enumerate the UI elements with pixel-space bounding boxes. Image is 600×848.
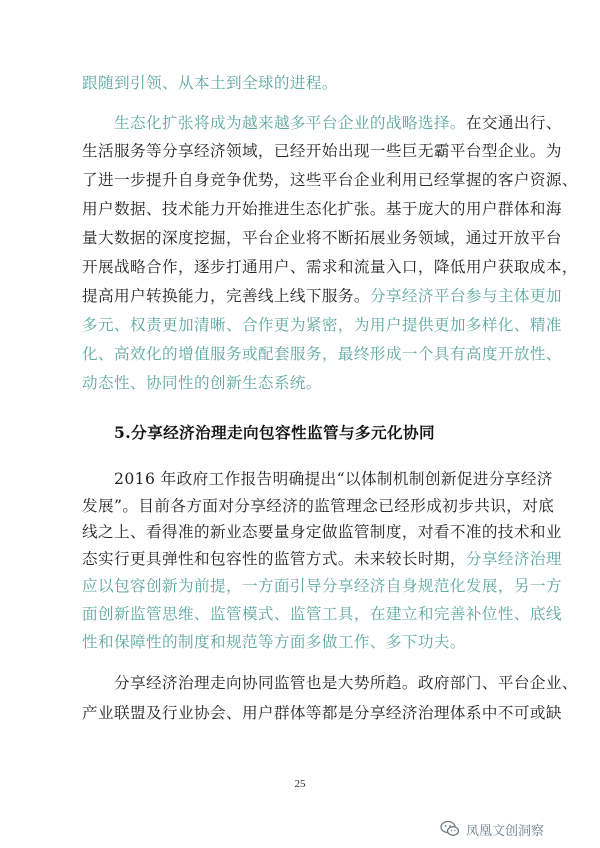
section-heading — [114, 423, 522, 443]
text-segment: 用户数据、技术能力开始推进生态化扩张。基于庞大的用户群体和海 — [82, 200, 562, 218]
text-line — [82, 170, 578, 190]
text-line — [82, 496, 555, 516]
text-line — [114, 113, 562, 133]
wechat-icon — [440, 820, 460, 838]
text-segment: 2016 年政府工作报告明确提出“以体制机制创新促进分享经济 — [114, 470, 553, 488]
text-segment: 生态化扩张将成为越来越多平台企业的战略选择。 — [114, 114, 466, 132]
text-line — [82, 257, 578, 277]
text-segment: 化、高效化的增值服务或配套服务，最终形成一个具有高度开放性、 — [82, 345, 562, 363]
text-segment: 量大数据的深度挖掘，平台企业将不断拓展业务领域，通过开放平台 — [82, 229, 562, 247]
text-line — [82, 344, 562, 364]
text-segment: 多元、权责更加清晰、合作更为紧密，为用户提供更加多样化、精准 — [82, 316, 562, 334]
text-line — [82, 549, 562, 569]
text-segment: 提高用户转换能力，完善线上线下服务。 — [82, 287, 370, 305]
text-segment: 动态性、协同性的创新生态系统。 — [82, 374, 322, 392]
text-line — [82, 228, 562, 248]
text-segment: 产业联盟及行业协会、用户群体等都是分享经济治理体系中不可或缺 — [82, 704, 562, 722]
text-segment: 开展战略合作，逐步打通用户、需求和流量入口，降低用户获取成本， — [82, 258, 578, 276]
text-line — [82, 373, 522, 393]
text-segment: 性和保障性的制度和规范等方面多做工作、多下功夫。 — [82, 633, 466, 651]
text-segment: 了进一步提升自身竞争优势，这些平台企业利用已经掌握的客户资源、 — [82, 171, 578, 189]
text-segment: 在交通出行、 — [465, 114, 562, 132]
text-segment: 生活服务等分享经济领域，已经开始出现一些巨无霸平台型企业。为 — [82, 142, 562, 160]
text-line — [82, 199, 562, 219]
text-segment: 发展”。目前各方面对分享经济的监管理念已经形成初步共识，对底 — [82, 497, 555, 515]
text-line — [82, 703, 562, 723]
text-segment: 政府部门、平台企业、 — [417, 674, 578, 692]
text-segment: 面创新监管思维、监管模式、监管工具，在建立和完善补位性、底线 — [82, 605, 562, 623]
text-line — [82, 522, 562, 542]
text-line — [82, 286, 562, 306]
page-number: 25 — [294, 778, 306, 790]
text-line — [82, 315, 562, 335]
text-segment: 态实行更具弹性和包容性的监管方式。未来较长时期， — [82, 550, 466, 568]
text-line — [82, 73, 522, 93]
watermark-text: 凤凰文创洞察 — [466, 823, 545, 839]
text-line — [114, 469, 553, 489]
text-segment: 分享经济治理 — [465, 550, 562, 568]
text-line — [82, 576, 562, 596]
text-segment: 跟随到引领、从本土到全球的进程。 — [82, 74, 338, 92]
text-line — [114, 673, 578, 693]
text-line — [82, 141, 562, 161]
text-segment: 5.分享经济治理走向包容性监管与多元化协同 — [114, 423, 435, 442]
watermark — [440, 818, 544, 840]
text-segment: 分享经济治理走向协同监管也是大势所趋。 — [114, 674, 418, 692]
text-segment: 线之上、看得准的新业态要量身定做监管制度，对看不准的技术和业 — [82, 523, 562, 541]
text-segment: 分享经济平台参与主体更加 — [369, 287, 562, 305]
text-line — [82, 604, 562, 624]
text-line — [82, 632, 522, 652]
text-segment: 应以包容创新为前提，一方面引导分享经济自身规范化发展，另一方 — [82, 577, 562, 595]
